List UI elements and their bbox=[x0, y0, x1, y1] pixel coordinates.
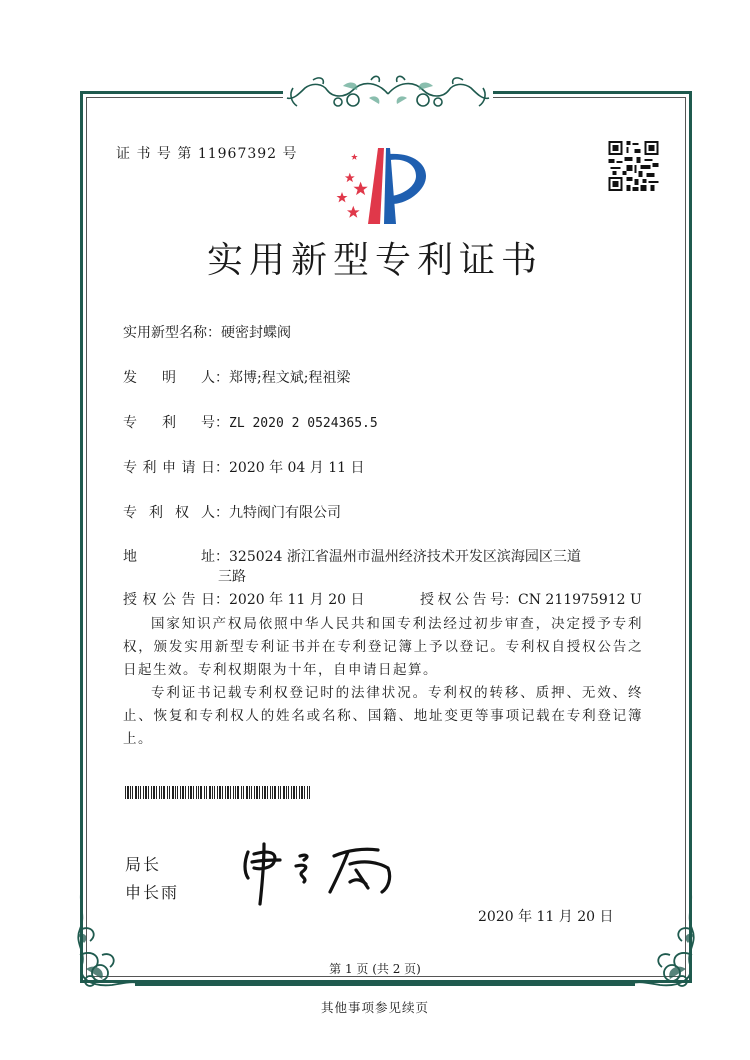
field-value: 2020 年 11 月 20 日 bbox=[229, 592, 365, 608]
certificate-number-value: 11967392 bbox=[197, 146, 278, 162]
field-value: 硬密封蝶阀 bbox=[221, 325, 291, 341]
field-label: 实用新型名称 bbox=[123, 325, 207, 341]
field-label: 地址 bbox=[123, 549, 215, 565]
signature-image bbox=[238, 838, 398, 908]
field-address-line2 bbox=[218, 566, 246, 586]
field-label: 发明人 bbox=[123, 370, 215, 386]
field-label: 专利权人 bbox=[123, 505, 215, 521]
signature-date: 2020 年 11 月 20 日 bbox=[478, 909, 614, 925]
qr-code-icon bbox=[608, 141, 659, 191]
field-value: CN 211975912 U bbox=[518, 592, 642, 608]
field-utility-model-name: 实用新型名称：硬密封蝶阀 bbox=[123, 325, 291, 341]
field-value: 325024 浙江省温州市温州经济技术开发区滨海园区三道 bbox=[229, 549, 581, 565]
paragraph-grant-statement: 国家知识产权局依照中华人民共和国专利法经过初步审查，决定授予专利权，颁发实用新型专利证书并在专利登记簿上予以登记。专利权自授权公告之日起生效。专利权期限为十年，自申请日起算。 bbox=[123, 616, 643, 678]
cnipa-logo-icon bbox=[334, 144, 434, 230]
field-inventors: 发明人：郑博;程文斌;程祖梁 bbox=[123, 367, 350, 387]
certificate-number-label: 证 书 号 第 bbox=[116, 146, 193, 162]
field-value: 郑博;程文斌;程祖梁 bbox=[229, 370, 351, 386]
field-grant-announcement-date: 授权公告日：2020 年 11 月 20 日 bbox=[123, 589, 365, 609]
field-value: 九特阀门有限公司 bbox=[229, 505, 341, 521]
field-label: 专利号 bbox=[123, 415, 215, 431]
field-label: 授权公告号 bbox=[420, 592, 504, 608]
field-value: ZL 2020 2 0524365.5 bbox=[229, 416, 378, 431]
field-label: 授权公告日 bbox=[123, 592, 215, 608]
field-application-date: 专利申请日：2020 年 04 月 11 日 bbox=[123, 457, 365, 477]
field-patent-number: 专利号：ZL 2020 2 0524365.5 bbox=[123, 412, 378, 432]
field-value: 三路 bbox=[218, 569, 246, 585]
signatory-name: 申长雨 bbox=[125, 883, 180, 902]
certificate-title: 实用新型专利证书 bbox=[206, 240, 543, 281]
field-grant-announcement-number: 授权公告号：CN 211975912 U bbox=[420, 589, 642, 609]
top-ornament-icon bbox=[283, 72, 493, 114]
bottom-border-rule bbox=[135, 982, 635, 986]
field-label: 专利申请日 bbox=[123, 460, 215, 476]
certificate-number-suffix: 号 bbox=[282, 146, 298, 162]
field-patentee: 专利权人：九特阀门有限公司 bbox=[123, 502, 341, 522]
signatory-role: 局长 bbox=[125, 855, 162, 874]
barcode-icon bbox=[125, 786, 310, 799]
page-indicator: 第 1 页 (共 2 页) bbox=[329, 962, 421, 976]
certificate-number bbox=[116, 143, 298, 163]
paragraph-legal-status: 专利证书记载专利权登记时的法律状况。专利权的转移、质押、无效、终止、恢复和专利权人的姓名或名称、国籍、地址变更等事项记载在专利登记簿上。 bbox=[123, 685, 643, 747]
footer-note: 其他事项参见续页 bbox=[320, 1000, 429, 1015]
field-address: 地址：325024 浙江省温州市温州经济技术开发区滨海园区三道 bbox=[123, 546, 581, 566]
field-value: 2020 年 04 月 11 日 bbox=[229, 460, 365, 476]
